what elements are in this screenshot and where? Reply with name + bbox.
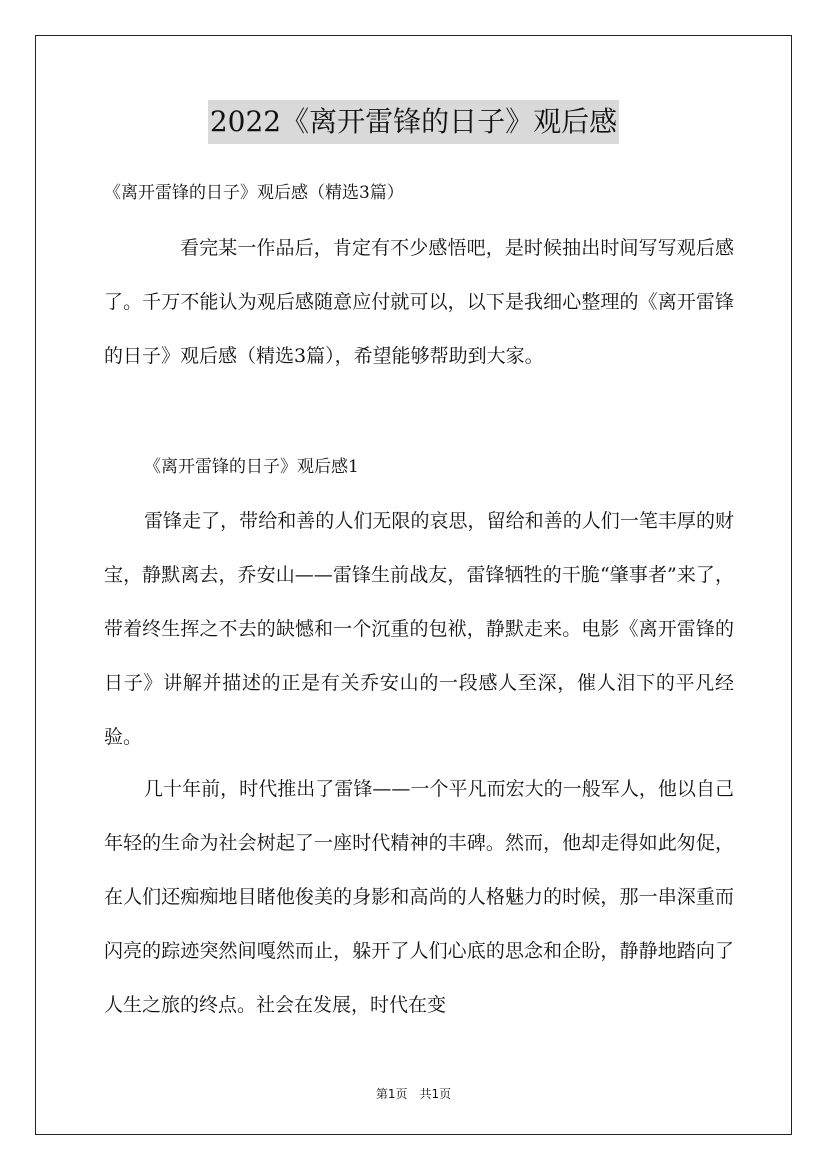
body-paragraph-2 bbox=[104, 762, 734, 1032]
intro-paragraph bbox=[104, 221, 734, 383]
document-title: 2022《离开雷锋的日子》观后感 bbox=[208, 100, 619, 144]
paragraph-1-text: 雷锋走了，带给和善的人们无限的哀思，留给和善的人们一笔丰厚的财宝，静默离去，乔安山——雷锋生前战友，雷锋牺牲的干脆“肇事者”来了，带着终生挥之不去的缺憾和一个沉重的包袱，静默走来。电影《离开雷锋的日子》讲解并描述的正是有关乔安山的一段感人至深，催人泪下的平凡经验。 bbox=[104, 510, 734, 748]
section-heading: 《离开雷锋的日子》观后感1 bbox=[144, 457, 359, 477]
page-footer: 第1页 共1页 bbox=[375, 1087, 452, 1101]
intro-text: 看完某一作品后，肯定有不少感悟吧，是时候抽出时间写写观后感了。千万不能认为观后感随意应付就可以，以下是我细心整理的《离开雷锋的日子》观后感（精选3篇），希望能够帮助到大家。 bbox=[104, 237, 734, 367]
document-subtitle: 《离开雷锋的日子》观后感（精选3篇） bbox=[104, 183, 404, 203]
paragraph-2-text: 几十年前，时代推出了雷锋——一个平凡而宏大的一般军人，他以自己年轻的生命为社会树起了一座时代精神的丰碑。然而，他却走得如此匆促，在人们还痴痴地目睹他俊美的身影和高尚的人格魅力的时候，那一串深重而闪亮的踪迹突然间嘎然而止，躲开了人们心底的思念和企盼，静静地踏向了人生之旅的终点。社会在发展，时代在变 bbox=[104, 778, 734, 1016]
body-paragraph-1 bbox=[104, 494, 734, 764]
title-container bbox=[0, 100, 827, 144]
